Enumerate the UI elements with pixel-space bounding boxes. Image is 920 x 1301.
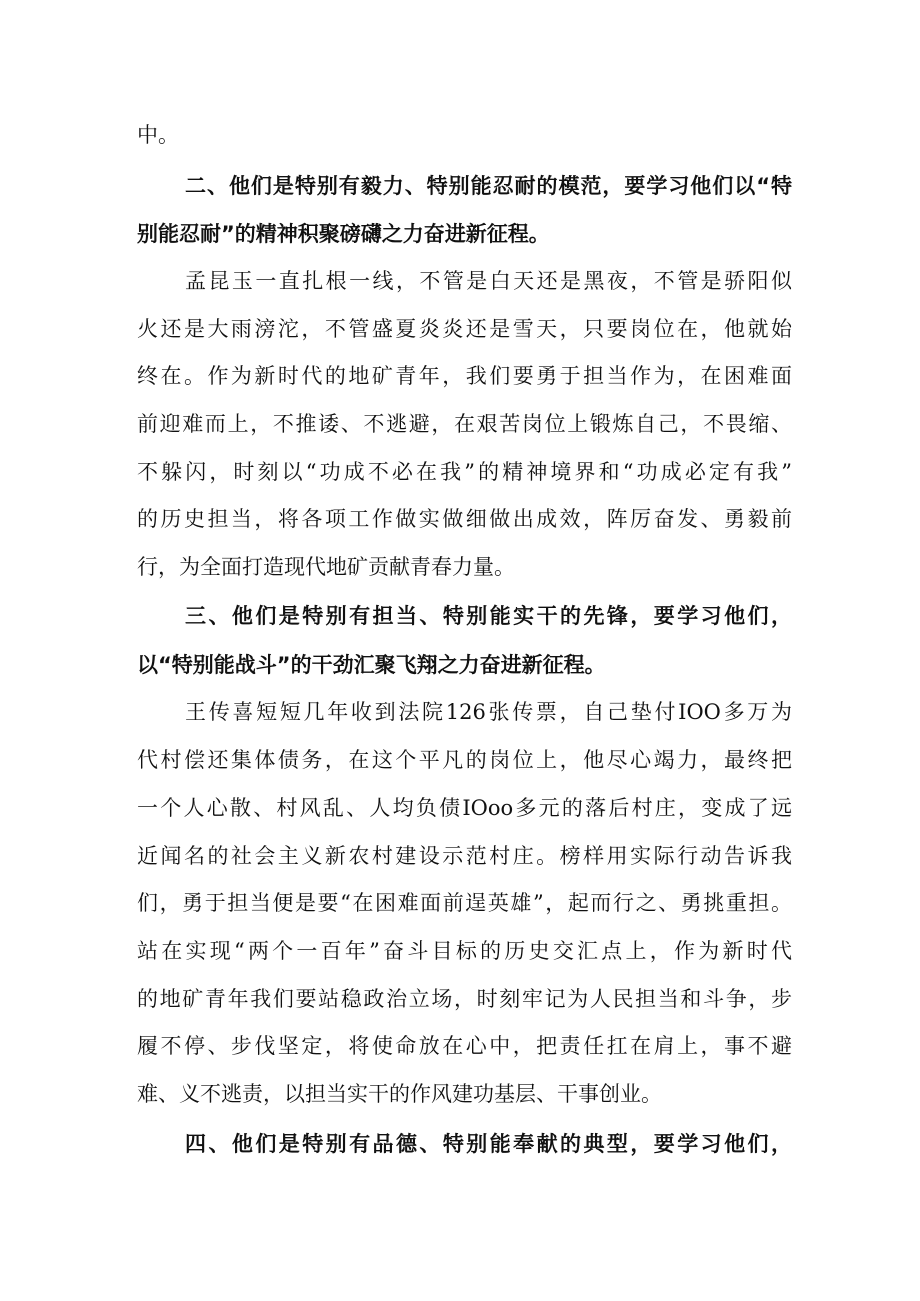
paragraph-meng-kunyu-line-6: 的历史担当，将各项工作做实做细做出成效，阵厉奋发、勇毅前	[137, 507, 792, 531]
section-heading-2-line-2: 别能忍耐”的精神积聚磅礴之力奋进新征程。	[137, 222, 550, 246]
section-heading-2-line-1: 二、他们是特别有毅力、特别能忍耐的模范，要学习他们以“特	[185, 174, 792, 198]
paragraph-wang-chuanxi-line-4: 近闻名的社会主义新农村建设示范村庄。榜样用实际行动告诉我	[137, 844, 792, 868]
paragraph-meng-kunyu-line-7: 行，为全面打造现代地矿贡献青春力量。	[137, 555, 515, 579]
paragraph-wang-chuanxi-line-5: 们，勇于担当便是要“在困难面前逞英雄”，起而行之、勇挑重担。	[137, 891, 792, 915]
paragraph-wang-chuanxi-line-1: 王传喜短短几年收到法院126张传票，自己垫付IOO多万为	[185, 700, 792, 724]
paragraph-meng-kunyu-line-4: 前迎难而上，不推诿、不逃避，在艰苦岗位上锻炼自己，不畏缩、	[137, 412, 792, 436]
section-heading-3-line-1: 三、他们是特别有担当、特别能实干的先锋，要学习他们，	[185, 604, 792, 628]
paragraph-wang-chuanxi-line-8: 履不停、步伐坚定，将使命放在心中，把责任扛在肩上，事不避	[137, 1034, 792, 1058]
paragraph-meng-kunyu-line-3: 终在。作为新时代的地矿青年，我们要勇于担当作为，在困难面	[137, 364, 792, 388]
paragraph-wang-chuanxi-line-2: 代村偿还集体债务，在这个平凡的岗位上，他尽心竭力，最终把	[137, 748, 792, 772]
paragraph-meng-kunyu-line-5: 不躲闪，时刻以“功成不必在我”的精神境界和“功成必定有我”	[137, 460, 792, 484]
paragraph-wang-chuanxi-line-7: 的地矿青年我们要站稳政治立场，时刻牢记为人民担当和斗争，步	[137, 987, 792, 1011]
paragraph-meng-kunyu-line-2: 火还是大雨滂沱，不管盛夏炎炎还是雪天，只要岗位在，他就始	[137, 317, 792, 341]
section-heading-3-line-2: 以“特别能战斗”的干劲汇聚飞翔之力奋进新征程。	[137, 653, 606, 677]
paragraph-wang-chuanxi-line-9: 难、义不逃责，以担当实干的作风建功基层、干事创业。	[137, 1082, 662, 1106]
paragraph-meng-kunyu-line-1: 孟昆玉一直扎根一线，不管是白天还是黑夜，不管是骄阳似	[185, 269, 792, 293]
paragraph-wang-chuanxi-line-3: 一个人心散、村风乱、人均负债IOoo多元的落后村庄，变成了远	[137, 796, 792, 820]
paragraph-line-continuation: 中。	[137, 123, 179, 147]
paragraph-wang-chuanxi-line-6: 站在实现“两个一百年”奋斗目标的历史交汇点上，作为新时代	[137, 939, 792, 963]
section-heading-4-line-1: 四、他们是特别有品德、特别能奉献的典型，要学习他们，	[185, 1132, 792, 1156]
